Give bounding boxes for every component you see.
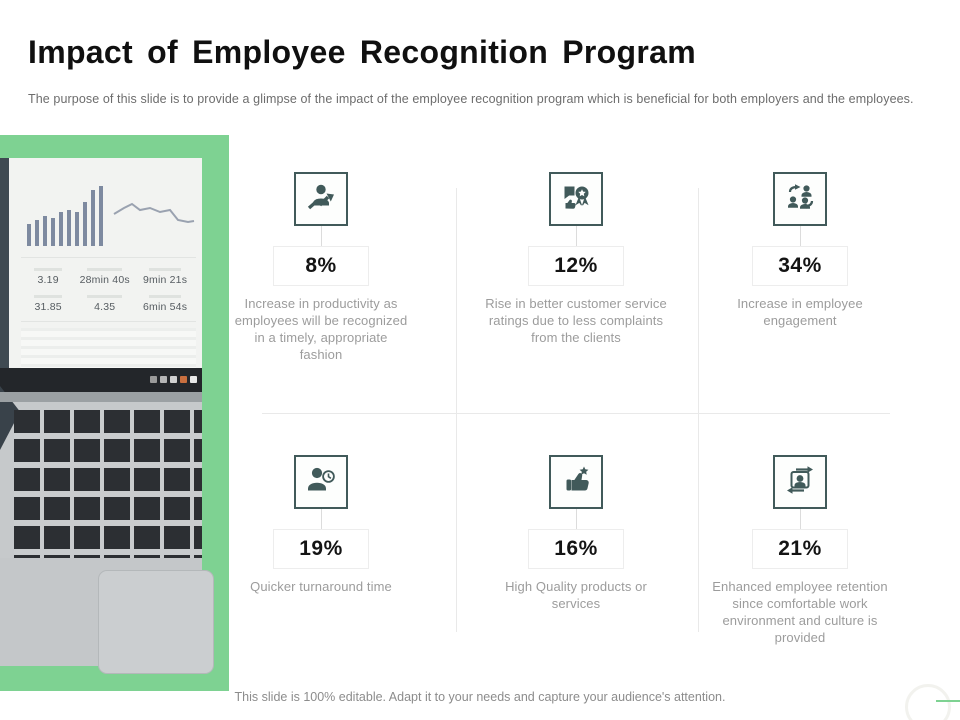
icon-box — [294, 172, 348, 226]
stat-description: Enhanced employee retention since comfortable work environment and culture is provided — [712, 579, 888, 646]
icon-box — [549, 172, 603, 226]
dashboard-charts — [21, 166, 196, 258]
metric-value: 6min 54s — [142, 301, 188, 313]
page-title: Impact of Employee Recognition Program — [28, 34, 696, 70]
analytics-dashboard — [21, 166, 196, 368]
employee-retention-icon — [784, 464, 816, 501]
stat-cell-retention — [690, 455, 910, 647]
metric-value: 28min 40s — [79, 274, 130, 286]
stat-value: 16% — [528, 529, 624, 569]
connector-line — [800, 226, 801, 246]
page-subtitle: The purpose of this slide is to provide a glimpse of the impact of the employee recognition program which is beneficial for both employers and the employees. — [28, 92, 914, 106]
stat-description: Quicker turnaround time — [250, 579, 392, 594]
dashboard-metrics — [21, 258, 196, 322]
icon-box — [549, 455, 603, 509]
connector-line — [576, 509, 577, 529]
connector-line — [321, 226, 322, 246]
stat-cell-productivity — [211, 172, 431, 364]
palm-rest — [0, 558, 202, 666]
stat-cell-turnaround — [211, 455, 431, 595]
thumbs-up-star-icon — [560, 464, 592, 501]
stat-cell-engagement — [690, 172, 910, 329]
keyboard — [14, 410, 202, 558]
bar-chart-icon — [23, 172, 109, 252]
connector-line — [576, 226, 577, 246]
grid-vertical-divider — [456, 188, 457, 632]
laptop-analytics-photo — [0, 158, 202, 666]
stat-description: Increase in productivity as employees will be recognized in a timely, appropriate fashion — [234, 296, 408, 363]
connector-line — [321, 509, 322, 529]
icon-box — [773, 172, 827, 226]
stat-value: 12% — [528, 246, 624, 286]
dashboard-table — [21, 328, 196, 368]
grid-horizontal-divider — [262, 413, 890, 414]
metric-value: 4.35 — [94, 301, 116, 313]
stat-description: Increase in employee engagement — [737, 296, 863, 329]
metric-value: 3.19 — [37, 274, 59, 286]
trackpad — [98, 570, 214, 674]
icon-box — [773, 455, 827, 509]
line-chart-icon — [112, 184, 196, 244]
dock-icons — [150, 376, 197, 383]
person-growth-arrow-icon — [305, 181, 337, 218]
corner-green-line — [936, 700, 960, 702]
keyboard-hinge — [0, 392, 202, 402]
stat-description: High Quality products or services — [505, 579, 647, 612]
screen-bezel — [0, 368, 202, 392]
metric-value: 31.85 — [34, 301, 62, 313]
footer-note: This slide is 100% editable. Adapt it to your needs and capture your audience's attention. — [234, 690, 726, 704]
stat-cell-customer-service — [466, 172, 686, 346]
icon-box — [294, 455, 348, 509]
person-clock-icon — [305, 464, 337, 501]
laptop-screen — [0, 158, 202, 368]
stat-value: 34% — [752, 246, 848, 286]
people-workflow-icon — [784, 181, 816, 218]
stat-value: 8% — [273, 246, 369, 286]
connector-line — [800, 509, 801, 529]
stat-value: 21% — [752, 529, 848, 569]
stat-description: Rise in better customer service ratings due to less complaints from the clients — [485, 296, 667, 346]
stat-cell-quality — [466, 455, 686, 612]
metric-value: 9min 21s — [142, 274, 188, 286]
customer-rating-badge-icon — [560, 181, 592, 218]
stat-value: 19% — [273, 529, 369, 569]
